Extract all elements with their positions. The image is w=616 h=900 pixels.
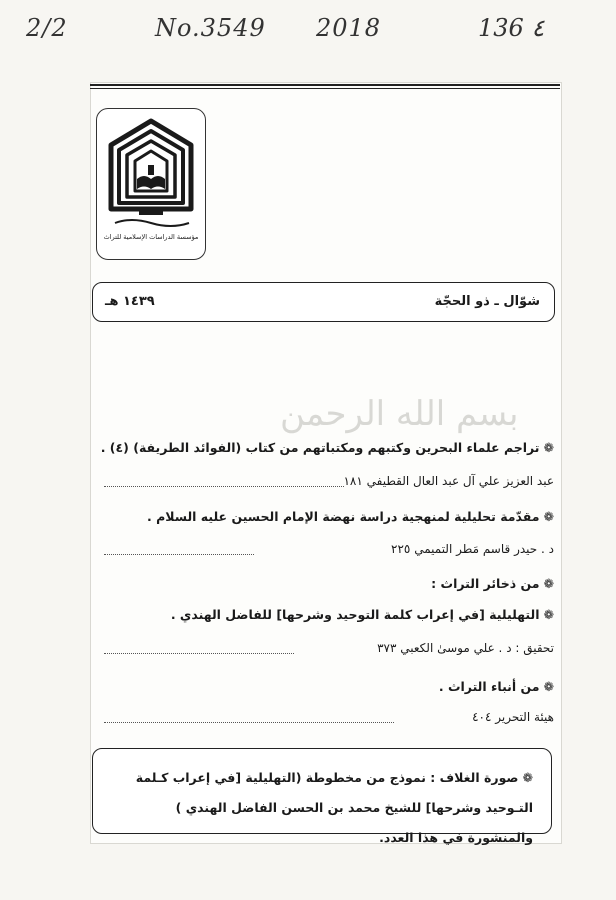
handwritten-ref: 136 ٤: [478, 14, 545, 42]
star-icon: ❁: [543, 679, 554, 694]
star-icon: ❁: [543, 607, 554, 622]
cover-note: [107, 763, 533, 853]
toc-section: [439, 679, 554, 694]
issue-year: ١٤٣٩ هـ: [105, 294, 155, 309]
cover-note-text: صورة الغلاف : نموذج من مخطوطة (التهليلية [في إعراب كـلمة التـوحيد وشرحها] للشيخ محمد بن الحسن الفاضل الهندي ) والمنشورة في هذا العدد.: [135, 770, 533, 845]
handwritten-year: 2018: [316, 14, 382, 42]
toc-title: من ذخائر التراث :: [431, 576, 540, 591]
star-icon: ❁: [543, 509, 554, 524]
logo-caption: مؤسسة الدراسات الإسلامية للتراث: [103, 233, 199, 241]
toc-title: من أنباء التراث .: [438, 679, 540, 694]
watermark: بسم الله الرحمن: [280, 394, 519, 434]
toc-entry: [147, 509, 554, 524]
leader-dots: [104, 722, 394, 723]
logo-frame: [96, 108, 206, 260]
leader-dots: [104, 554, 254, 555]
toc-title: تراجم علماء البحرين وكتبهم ومكتباتهم من كتاب (الفوائد الطريفة) (٤) .: [100, 440, 540, 455]
issue-months: شوّال ـ ذو الحجّة: [434, 294, 540, 309]
leader-dots: [104, 486, 344, 487]
toc-title: مقدّمة تحليلية لمنهجية دراسة نهضة الإمام الحسين عليه السلام .: [146, 509, 540, 524]
star-icon: ❁: [522, 770, 533, 785]
toc-author: تحقيق : د . علي موسىٰ الكعبي ٣٧٣: [377, 641, 554, 655]
handwritten-number: No.3549: [155, 14, 266, 42]
leader-dots: [104, 653, 294, 654]
top-rule: [90, 84, 560, 86]
toc-entry: [101, 440, 554, 455]
toc-section: [431, 576, 554, 591]
institution-logo-icon: [101, 117, 201, 249]
star-icon: ❁: [543, 576, 554, 591]
cover-note-box: [92, 748, 552, 845]
toc-entry: [171, 607, 554, 622]
toc-title: التهليلية [في إعراب كلمة التوحيد وشرحها] للفاضل الهندي .: [170, 607, 540, 622]
star-icon: ❁: [543, 440, 554, 455]
toc-author: د . حيدر قاسم مَطر التميمي ٢٢٥: [391, 542, 554, 556]
toc-author: هيئة التحرير ٤٠٤: [472, 710, 554, 724]
handwritten-page-mark: 2/2: [26, 14, 68, 42]
date-box: [92, 282, 555, 322]
toc-author: عبد العزيز علي آل عبد العال القطيفي ١٨١: [343, 474, 554, 488]
top-rule-thin: [90, 88, 560, 89]
